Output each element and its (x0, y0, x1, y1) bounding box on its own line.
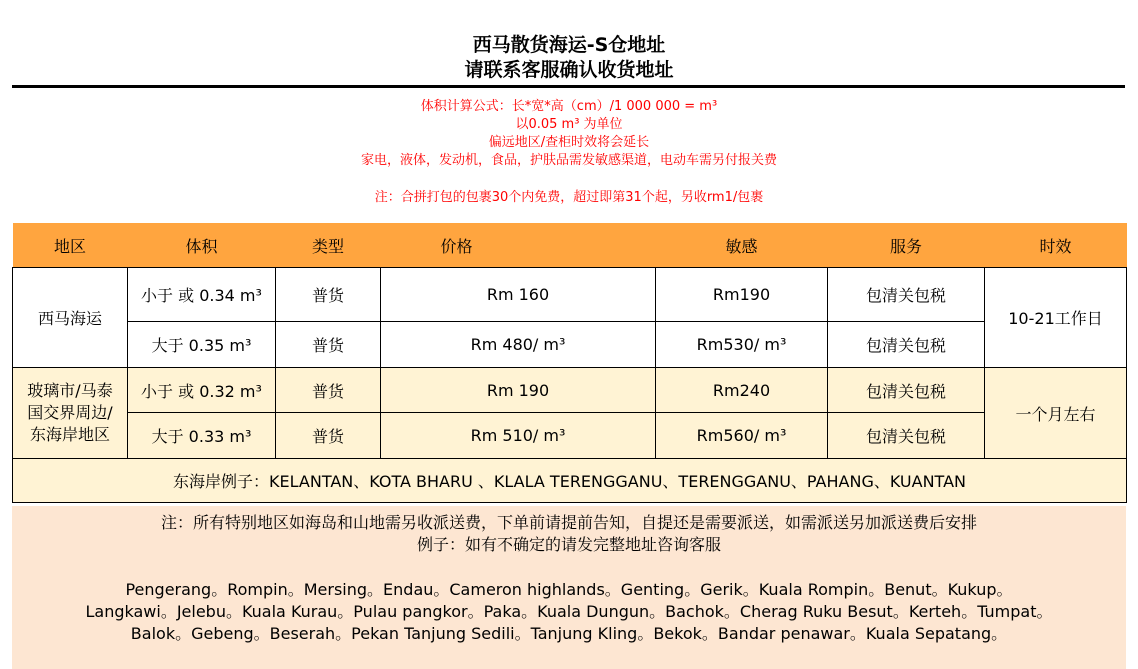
type-cell: 普货 (276, 413, 381, 459)
header-type: 类型 (276, 223, 381, 268)
table-row (13, 322, 1127, 368)
table-row (13, 413, 1127, 459)
places-line: Balok。Gebeng。Beserah。Pekan Tanjung Sedili。Tanjung Kling。Bekok。Bandar penawar。Kuala Sepatang。 (130, 624, 1008, 643)
places-line: Pengerang。Rompin。Mersing。Endau。Cameron highlands。Genting。Gerik。Kuala Rompin。Benut。Kukup。 (125, 580, 1013, 599)
volume-cell: 大于 0.35 m³ (128, 322, 276, 368)
region-cell (13, 368, 128, 459)
volume-formula: 体积计算公式：长*宽*高（cm）/1 000 000 = m³ (420, 99, 718, 114)
special-area-list (12, 579, 1126, 645)
header-region: 地区 (13, 223, 128, 268)
sensitive-goods-note: 家电，液体，发动机，食品，护肤品需发敏感渠道，电动车需另付报关费 (360, 153, 777, 168)
type-cell: 普货 (276, 368, 381, 413)
header-volume: 体积 (128, 223, 276, 268)
volume-unit-note: 以0.05 m³ 为单位 (515, 117, 623, 132)
header-sensitive: 敏感 (656, 223, 828, 268)
price-cell: Rm 510/ m³ (381, 413, 656, 459)
table-row (13, 368, 1127, 413)
east-coast-example: 东海岸例子：KELANTAN、KOTA BHARU 、KLALA TERENGGANU、TERENGGANU、PAHANG、KUANTAN (13, 459, 1127, 503)
example-row (13, 459, 1127, 503)
service-cell: 包清关包税 (828, 368, 985, 413)
region-line: 国交界周边/ (27, 403, 113, 422)
sensitive-price-cell: Rm190 (656, 268, 828, 322)
service-cell: 包清关包税 (828, 413, 985, 459)
special-area-note: 注：所有特别地区如海岛和山地需另收派送费，下单前请提前告知，自提还是需要派送，如需派送另加派送费后安排 (160, 513, 977, 532)
price-cell: Rm 190 (381, 368, 656, 413)
table-row (13, 268, 1127, 322)
pricing-notes (0, 98, 1138, 207)
special-area-notes (12, 506, 1126, 669)
volume-cell: 大于 0.33 m³ (128, 413, 276, 459)
price-cell: Rm 480/ m³ (381, 322, 656, 368)
shipping-rate-table (12, 223, 1127, 503)
volume-cell: 小于 或 0.34 m³ (128, 268, 276, 322)
volume-cell: 小于 或 0.32 m³ (128, 368, 276, 413)
price-cell: Rm 160 (381, 268, 656, 322)
service-cell: 包清关包税 (828, 268, 985, 322)
sensitive-price-cell: Rm240 (656, 368, 828, 413)
region-cell: 西马海运 (13, 268, 128, 368)
remote-area-note: 偏远地区/查柜时效将会延长 (488, 135, 650, 150)
places-line: Langkawi。Jelebu。Kuala Kurau。Pulau pangkor。Paka。Kuala Dungun。Bachok。Cherag Ruku Besut。Kerteh。Tumpat。 (85, 602, 1053, 621)
header-service: 服务 (828, 223, 985, 268)
sensitive-price-cell: Rm530/ m³ (656, 322, 828, 368)
time-cell: 一个月左右 (985, 368, 1127, 459)
sensitive-price-cell: Rm560/ m³ (656, 413, 828, 459)
header-time: 时效 (985, 223, 1127, 268)
page-subtitle: 请联系客服确认收货地址 (464, 59, 674, 81)
type-cell: 普货 (276, 268, 381, 322)
header-price: 价格 (381, 223, 656, 268)
region-line: 玻璃市/马泰 (27, 381, 113, 400)
table-header-row (13, 223, 1127, 268)
page-title: 西马散货海运-S仓地址 (472, 34, 666, 56)
region-line: 东海岸地区 (29, 425, 110, 444)
service-cell: 包清关包税 (828, 322, 985, 368)
time-cell: 10-21工作日 (985, 268, 1127, 368)
type-cell: 普货 (276, 322, 381, 368)
package-fee-note: 注：合拼打包的包裹30个内免费，超过即第31个起，另收rm1/包裹 (374, 190, 764, 205)
title-divider (12, 85, 1125, 88)
consult-note: 例子：如有不确定的请发完整地址咨询客服 (416, 535, 721, 554)
